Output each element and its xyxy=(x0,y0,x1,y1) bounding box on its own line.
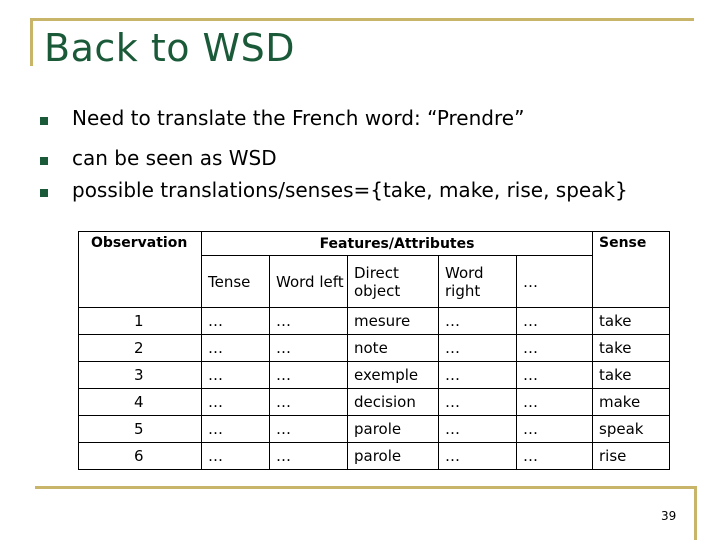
word-left-cell: … xyxy=(270,335,348,362)
more-cell: … xyxy=(517,416,593,443)
bullet-text: can be seen as WSD xyxy=(72,146,277,170)
word-left-cell: … xyxy=(270,362,348,389)
more-cell: … xyxy=(517,362,593,389)
tense-cell: … xyxy=(202,389,270,416)
observation-cell: 3 xyxy=(79,362,202,389)
column-header-tense: Tense xyxy=(202,256,270,308)
square-bullet-icon xyxy=(40,157,48,165)
tense-cell: … xyxy=(202,443,270,470)
column-header-more: … xyxy=(517,256,593,308)
sense-cell: make xyxy=(593,389,670,416)
tense-cell: … xyxy=(202,362,270,389)
features-table xyxy=(78,231,670,470)
word-right-cell: … xyxy=(439,416,517,443)
more-cell: … xyxy=(517,335,593,362)
bullet-text: possible translations/senses={take, make, rise, speak} xyxy=(72,178,628,202)
direct-object-cell: parole xyxy=(348,443,439,470)
table-row xyxy=(79,389,670,416)
direct-object-cell: parole xyxy=(348,416,439,443)
frame-left-rule xyxy=(30,18,33,66)
sense-cell: take xyxy=(593,308,670,335)
column-header-direct-object: Direct object xyxy=(348,256,439,308)
observation-header: Observation xyxy=(79,232,202,308)
word-right-cell: … xyxy=(439,362,517,389)
tense-cell: … xyxy=(202,416,270,443)
table-row xyxy=(79,362,670,389)
features-header: Features/Attributes xyxy=(202,232,593,256)
bullet-text: Need to translate the French word: “Prendre” xyxy=(72,106,525,130)
observation-cell: 1 xyxy=(79,308,202,335)
observation-cell: 4 xyxy=(79,389,202,416)
word-right-cell: … xyxy=(439,335,517,362)
table-row xyxy=(79,443,670,470)
direct-object-cell: note xyxy=(348,335,439,362)
square-bullet-icon xyxy=(40,189,48,197)
frame-bottom-rule xyxy=(35,486,695,489)
column-header-word-left: Word left xyxy=(270,256,348,308)
sense-cell: take xyxy=(593,362,670,389)
direct-object-cell: exemple xyxy=(348,362,439,389)
direct-object-cell: mesure xyxy=(348,308,439,335)
word-right-cell: … xyxy=(439,308,517,335)
word-left-cell: … xyxy=(270,389,348,416)
word-left-cell: … xyxy=(270,443,348,470)
square-bullet-icon xyxy=(40,117,48,125)
observation-cell: 5 xyxy=(79,416,202,443)
more-cell: … xyxy=(517,308,593,335)
sense-cell: take xyxy=(593,335,670,362)
tense-cell: … xyxy=(202,308,270,335)
direct-object-cell: decision xyxy=(348,389,439,416)
word-right-cell: … xyxy=(439,389,517,416)
table-row xyxy=(79,335,670,362)
tense-cell: … xyxy=(202,335,270,362)
observation-cell: 6 xyxy=(79,443,202,470)
observation-cell: 2 xyxy=(79,335,202,362)
sense-cell: rise xyxy=(593,443,670,470)
word-left-cell: … xyxy=(270,416,348,443)
frame-right-rule xyxy=(694,486,697,540)
column-header-word-right: Word right xyxy=(439,256,517,308)
frame-top-rule xyxy=(30,18,694,21)
slide-title: Back to WSD xyxy=(44,26,296,70)
more-cell: … xyxy=(517,389,593,416)
word-left-cell: … xyxy=(270,308,348,335)
sense-header: Sense xyxy=(593,232,670,308)
table-row xyxy=(79,308,670,335)
sense-cell: speak xyxy=(593,416,670,443)
table-row xyxy=(79,416,670,443)
more-cell: … xyxy=(517,443,593,470)
page-number: 39 xyxy=(661,509,677,523)
word-right-cell: … xyxy=(439,443,517,470)
